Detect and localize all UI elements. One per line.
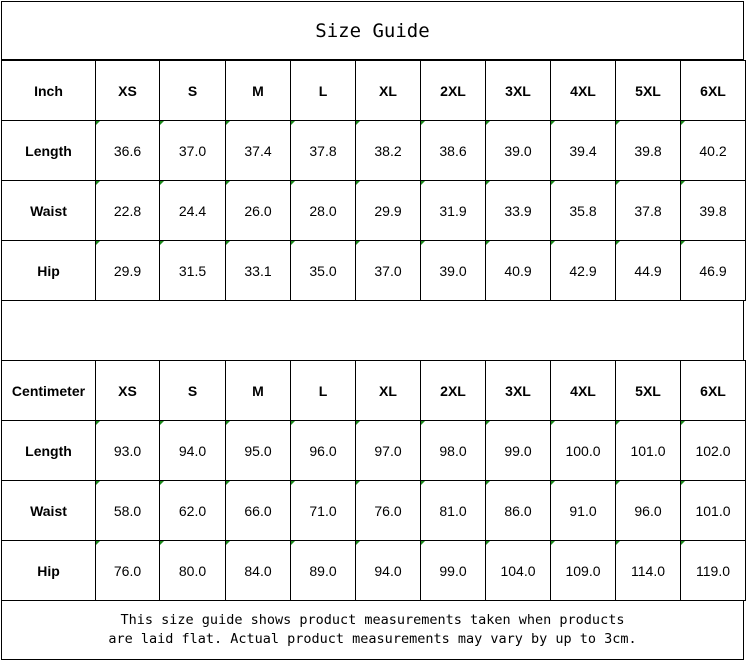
measurement-value: 71.0 <box>291 481 356 541</box>
measurement-value: 95.0 <box>226 421 291 481</box>
size-guide-title: Size Guide <box>1 1 744 60</box>
size-header: 4XL <box>551 361 616 421</box>
unit-label: Centimeter <box>2 361 96 421</box>
measurement-value: 119.0 <box>681 541 746 601</box>
measurement-value: 80.0 <box>160 541 226 601</box>
measurement-value: 84.0 <box>226 541 291 601</box>
measurement-value: 35.0 <box>291 241 356 301</box>
measurement-value: 22.8 <box>96 181 160 241</box>
size-header: 4XL <box>551 61 616 121</box>
measurement-value: 81.0 <box>421 481 486 541</box>
size-header: S <box>160 361 226 421</box>
measurement-value: 39.4 <box>551 121 616 181</box>
measurement-value: 37.0 <box>356 241 421 301</box>
table-row <box>2 181 746 241</box>
size-header: M <box>226 361 291 421</box>
measurement-value: 37.8 <box>616 181 681 241</box>
size-header: 2XL <box>421 61 486 121</box>
measurement-value: 29.9 <box>96 241 160 301</box>
measurement-label: Waist <box>2 481 96 541</box>
measurement-value: 91.0 <box>551 481 616 541</box>
measurement-note <box>1 600 744 660</box>
size-header: 3XL <box>486 61 551 121</box>
measurement-value: 109.0 <box>551 541 616 601</box>
measurement-note-line-2: are laid flat. Actual product measurements may vary by up to 3cm. <box>108 631 637 647</box>
measurement-value: 40.2 <box>681 121 746 181</box>
measurement-value: 39.8 <box>616 121 681 181</box>
measurement-value: 33.9 <box>486 181 551 241</box>
measurement-label: Length <box>2 121 96 181</box>
header-row <box>2 61 746 121</box>
measurement-label: Hip <box>2 241 96 301</box>
size-header: XL <box>356 361 421 421</box>
measurement-value: 58.0 <box>96 481 160 541</box>
unit-label: Inch <box>2 61 96 121</box>
measurement-value: 26.0 <box>226 181 291 241</box>
measurement-value: 62.0 <box>160 481 226 541</box>
table-row <box>2 121 746 181</box>
measurement-label: Length <box>2 421 96 481</box>
size-header: 6XL <box>681 61 746 121</box>
size-header: M <box>226 61 291 121</box>
measurement-value: 40.9 <box>486 241 551 301</box>
measurement-value: 35.8 <box>551 181 616 241</box>
measurement-value: 31.9 <box>421 181 486 241</box>
measurement-value: 42.9 <box>551 241 616 301</box>
size-header: 5XL <box>616 361 681 421</box>
measurement-value: 99.0 <box>486 421 551 481</box>
measurement-value: 39.8 <box>681 181 746 241</box>
measurement-label: Waist <box>2 181 96 241</box>
measurement-value: 46.9 <box>681 241 746 301</box>
measurement-value: 102.0 <box>681 421 746 481</box>
measurement-value: 36.6 <box>96 121 160 181</box>
size-header: 5XL <box>616 61 681 121</box>
table-row <box>2 421 746 481</box>
measurement-value: 38.6 <box>421 121 486 181</box>
measurement-value: 86.0 <box>486 481 551 541</box>
size-header: 6XL <box>681 361 746 421</box>
measurement-value: 44.9 <box>616 241 681 301</box>
measurement-value: 99.0 <box>421 541 486 601</box>
measurement-value: 31.5 <box>160 241 226 301</box>
measurement-value: 96.0 <box>616 481 681 541</box>
measurement-value: 94.0 <box>160 421 226 481</box>
size-header: 3XL <box>486 361 551 421</box>
table-row <box>2 481 746 541</box>
measurement-value: 114.0 <box>616 541 681 601</box>
header-row <box>2 361 746 421</box>
measurement-label: Hip <box>2 541 96 601</box>
measurement-value: 93.0 <box>96 421 160 481</box>
measurement-value: 101.0 <box>681 481 746 541</box>
measurement-value: 100.0 <box>551 421 616 481</box>
measurement-value: 97.0 <box>356 421 421 481</box>
measurement-value: 76.0 <box>96 541 160 601</box>
size-header: 2XL <box>421 361 486 421</box>
measurement-note-line-1: This size guide shows product measurements taken when products <box>120 612 625 628</box>
inch-size-table <box>1 60 746 301</box>
measurement-value: 39.0 <box>421 241 486 301</box>
measurement-value: 96.0 <box>291 421 356 481</box>
measurement-value: 37.0 <box>160 121 226 181</box>
size-header: XS <box>96 61 160 121</box>
measurement-value: 24.4 <box>160 181 226 241</box>
measurement-value: 28.0 <box>291 181 356 241</box>
measurement-value: 39.0 <box>486 121 551 181</box>
centimeter-size-table <box>1 360 746 601</box>
measurement-value: 94.0 <box>356 541 421 601</box>
table-row <box>2 541 746 601</box>
size-header: L <box>291 361 356 421</box>
size-header: XL <box>356 61 421 121</box>
measurement-value: 38.2 <box>356 121 421 181</box>
measurement-value: 101.0 <box>616 421 681 481</box>
measurement-value: 76.0 <box>356 481 421 541</box>
size-header: L <box>291 61 356 121</box>
measurement-value: 66.0 <box>226 481 291 541</box>
measurement-value: 29.9 <box>356 181 421 241</box>
size-header: XS <box>96 361 160 421</box>
table-row <box>2 241 746 301</box>
measurement-value: 89.0 <box>291 541 356 601</box>
size-header: S <box>160 61 226 121</box>
measurement-value: 33.1 <box>226 241 291 301</box>
measurement-value: 98.0 <box>421 421 486 481</box>
table-spacer <box>1 300 744 360</box>
measurement-value: 37.4 <box>226 121 291 181</box>
measurement-value: 104.0 <box>486 541 551 601</box>
measurement-value: 37.8 <box>291 121 356 181</box>
